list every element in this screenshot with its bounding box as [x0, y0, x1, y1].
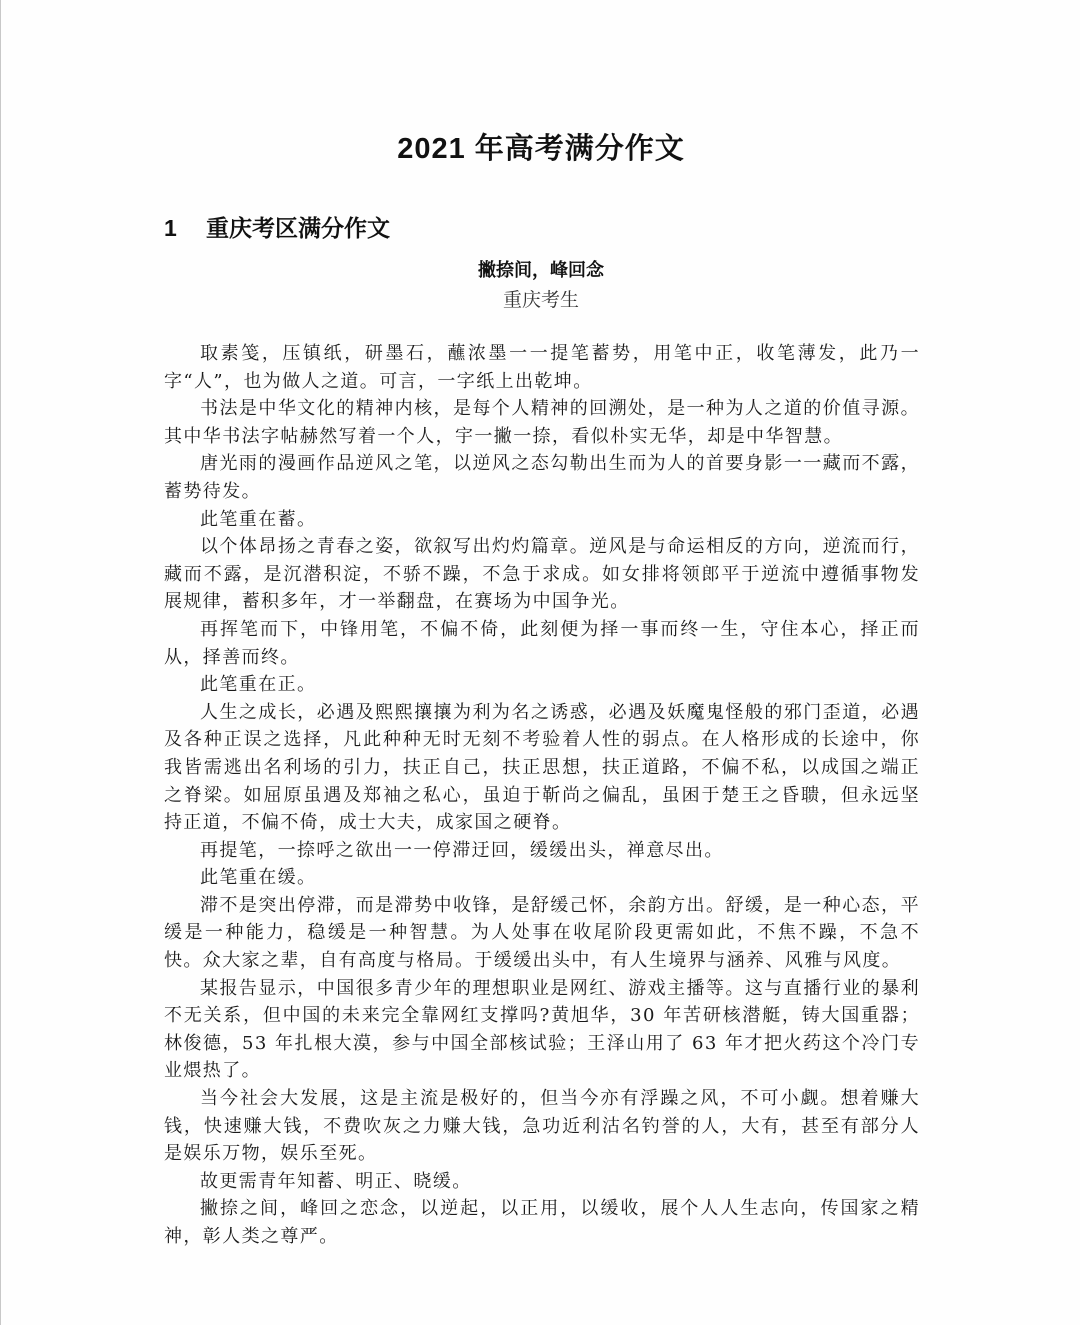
paragraph: 某报告显示，中国很多青少年的理想职业是网红、游戏主播等。这与直播行业的暴利不无关系，但中国的未来完全靠网红支撑吗?黄旭华，30 年苦研核潜艇，铸大国重器；林俊德，53 年扎根大漠，参与中国全部核试验；王泽山用了 63 年才把火药这个冷门专业煨热了。 [164, 977, 920, 1082]
paragraph: 撇捺之间，峰回之恋念，以逆起，以正用，以缓收，展个人人生志向，传国家之精神，彰人类之尊严。 [164, 1198, 920, 1247]
paragraph: 以个体昂扬之青春之姿，欲叙写出灼灼篇章。逆风是与命运相反的方向，逆流而行，藏而不露，是沉潜积淀，不骄不躁，不急于求成。如女排将领郎平于逆流中遵循事物发展规律，蓄积多年，才一举翻盘，在赛场为中国争光。 [164, 536, 920, 613]
paragraph: 故更需青年知蓄、明正、晓缓。 [200, 1170, 472, 1192]
paragraph: 滞不是突出停滞，而是滞势中收锋，是舒缓己怀，余韵方出。舒缓，是一种心态，平缓是一种能力，稳缓是一种智慧。为人处事在收尾阶段更需如此，不焦不躁，不急不快。众大家之辈，自有高度与格局。于缓缓出头中，有人生境界与涵养、风雅与风度。 [164, 894, 920, 972]
essay-title: 撇捺间，峰回念 [478, 260, 604, 281]
paragraph: 此笔重在缓。 [200, 867, 317, 889]
essay-author: 重庆考生 [502, 289, 579, 311]
section-number: 1 [164, 215, 177, 241]
section-heading [164, 210, 390, 243]
paragraph: 人生之成长，必遇及熙熙攘攘为利为名之诱惑，必遇及妖魔鬼怪般的邪门歪道，必遇及各种正误之选择，凡此种种无时无刻不考验着人性的弱点。在人格形成的长途中，你我皆需逃出名利场的引力，扶正自己，扶正思想，扶正道路，不偏不私，以成国之端正之脊梁。如屈原虽遇及郑袖之私心，虽迫于靳尚之偏乱，虽困于楚王之昏聩，但永远坚持正道，不偏不倚，成士大夫，成家国之硬脊。 [164, 701, 920, 834]
paragraph: 当今社会大发展，这是主流是极好的，但当今亦有浮躁之风，不可小觑。想着赚大钱，快速赚大钱，不费吹灰之力赚大钱，急功近利沽名钓誉的人，大有，甚至有部分人是娱乐万物，娱乐至死。 [164, 1088, 920, 1165]
paragraph: 再提笔，一捺呼之欲出一一停滞迂回，缓缓出头，禅意尽出。 [200, 839, 724, 861]
essay-body [164, 340, 920, 1251]
section-title: 重庆考区满分作文 [206, 215, 390, 241]
paragraph: 此笔重在正。 [200, 674, 317, 696]
paragraph: 取素笺，压镇纸，研墨石，蘸浓墨一一提笔蓄势，用笔中正，收笔薄发，此乃一字“人”，也为做人之道。可言，一字纸上出乾坤。 [164, 343, 920, 392]
paragraph: 书法是中华文化的精神内核，是每个人精神的回溯处，是一种为人之道的价值寻源。其中华书法字帖赫然写着一个人，宇一撇一捺，看似朴实无华，却是中华智慧。 [164, 398, 920, 447]
document-title: 2021 年高考满分作文 [397, 133, 685, 165]
paragraph: 再挥笔而下，中锋用笔，不偏不倚，此刻便为择一事而终一生，守住本心，择正而从，择善而终。 [164, 618, 920, 668]
paragraph: 唐光雨的漫画作品逆风之笔，以逆风之态勾勒出生而为人的首要身影一一藏而不露，蓄势待发。 [164, 453, 920, 502]
paragraph: 此笔重在蓄。 [200, 508, 317, 530]
